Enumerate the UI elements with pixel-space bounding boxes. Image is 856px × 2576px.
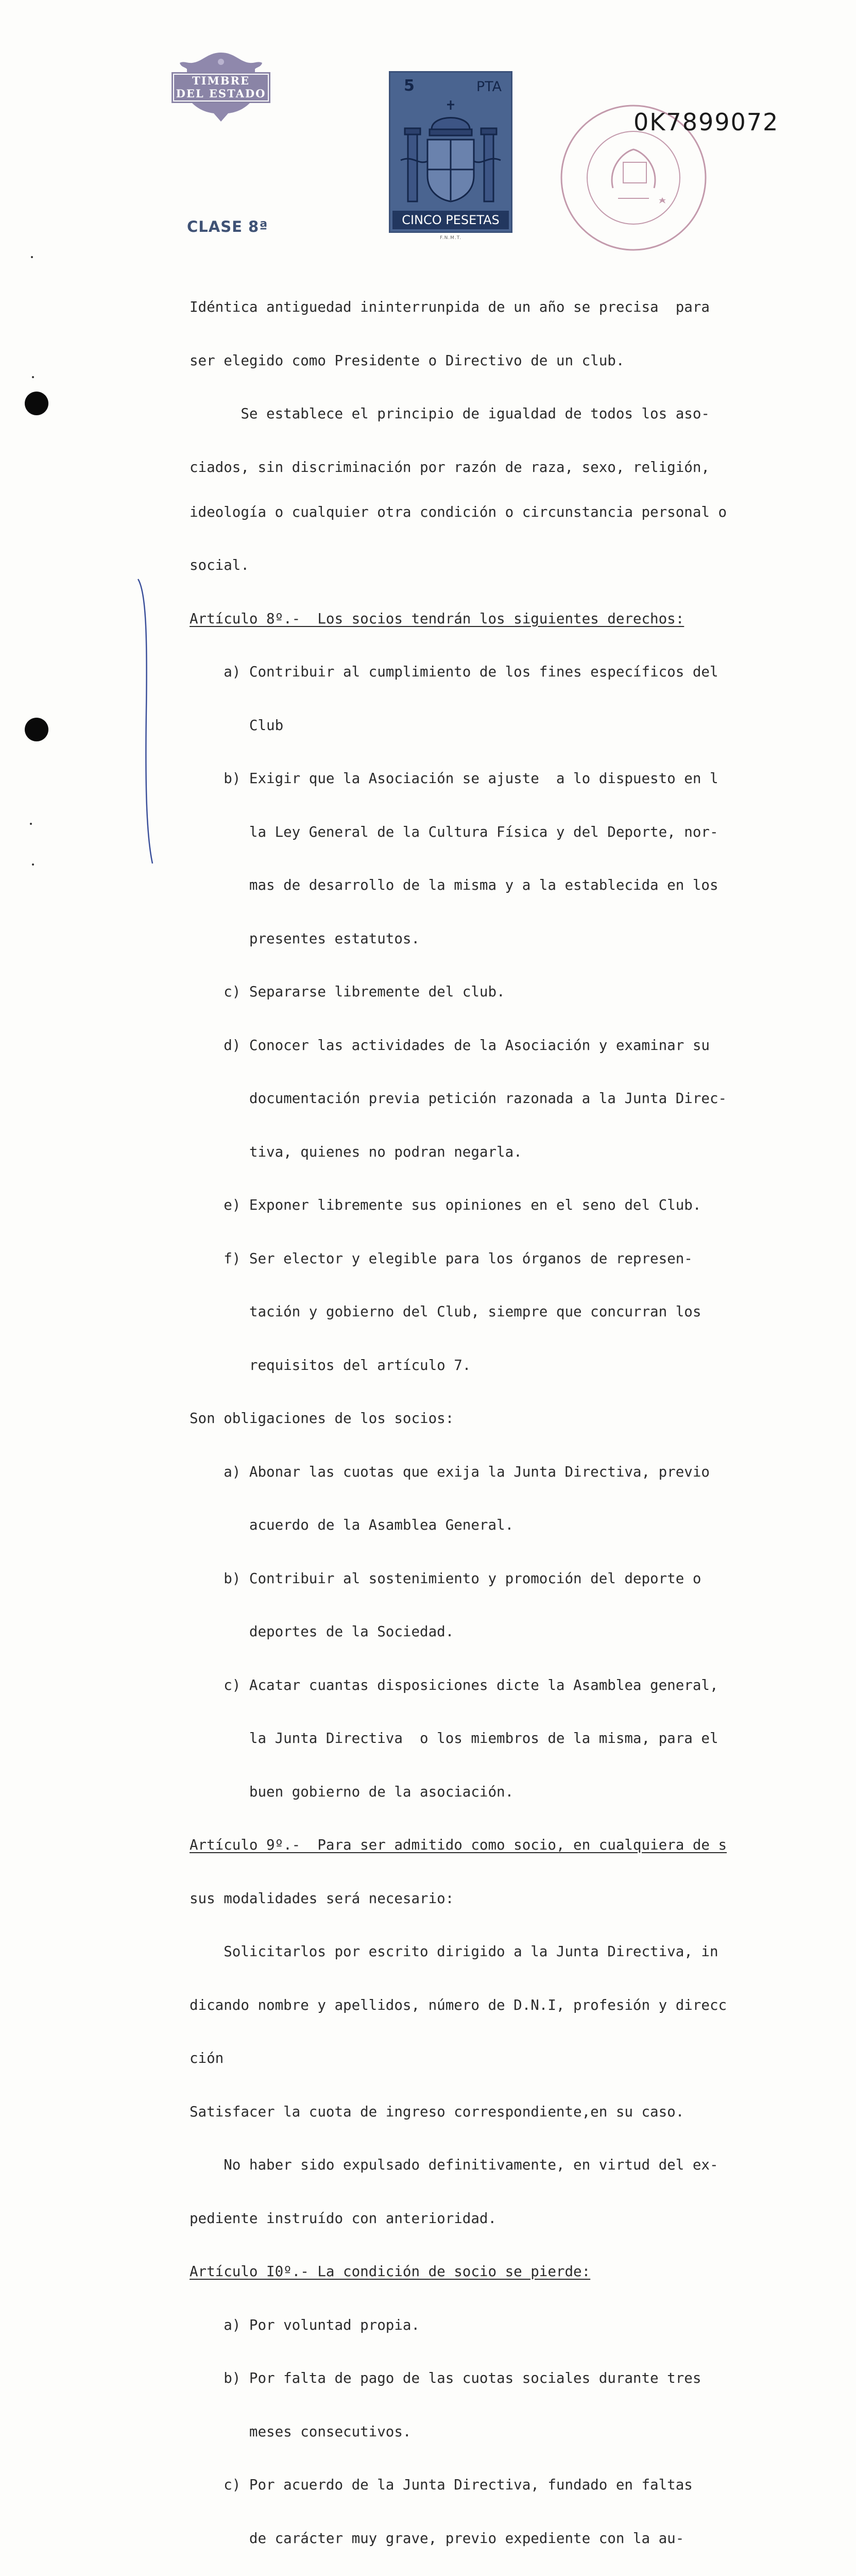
text-line: buen gobierno de la asociación.	[190, 1783, 514, 1800]
text-line: Se establece el principio de igualdad de todos los aso-	[190, 405, 710, 422]
text-line: la Junta Directiva o los miembros de la misma, para el	[190, 1730, 718, 1747]
text-line: a) Contribuir al cumplimiento de los fines específicos del	[190, 664, 718, 680]
article-heading: Artículo I0º.- La condición de socio se pierde:	[190, 2263, 591, 2280]
stamp-unit: PTA	[476, 79, 502, 95]
text-line: deportes de la Sociedad.	[190, 1623, 454, 1640]
text-line: b) Contribuir al sostenimiento y promoción del deporte o	[190, 1570, 701, 1587]
text-line: sus modalidades será necesario:	[190, 1890, 454, 1907]
serial-number: 0K7899072	[634, 108, 779, 136]
stamp-maker: F.N.M.T.	[440, 235, 462, 241]
text-line: Idéntica antiguedad ininterrunpida de un año se precisa para	[190, 299, 710, 315]
text-line: b) Exigir que la Asociación se ajuste a lo dispuesto en l	[190, 770, 718, 787]
timbre-line-1: TIMBRE	[192, 74, 250, 87]
stamp-label: CINCO PESETAS	[392, 211, 509, 229]
punch-hole	[25, 392, 48, 415]
margin-dot	[31, 256, 33, 258]
text-line: Club	[190, 717, 284, 734]
punch-hole	[25, 718, 48, 741]
text-line: a) Por voluntad propia.	[190, 2316, 420, 2333]
text-line: pediente instruído con anterioridad.	[190, 2210, 497, 2227]
text-line: ción	[190, 2050, 224, 2066]
revenue-stamp	[389, 71, 512, 233]
timbre-del-estado-emblem	[172, 52, 270, 123]
text-line: Solicitarlos por escrito dirigido a la Junta Directiva, in	[190, 1943, 718, 1960]
text-line: c) Acatar cuantas disposiciones dicte la Asamblea general,	[190, 1676, 718, 1693]
margin-dot	[30, 823, 32, 825]
clase-label: CLASE 8ª	[187, 218, 268, 235]
text-line: ciados, sin discriminación por razón de raza, sexo, religión,	[190, 459, 710, 476]
text-line: c) Por acuerdo de la Junta Directiva, fundado en faltas	[190, 2477, 693, 2493]
text-line: ser elegido como Presidente o Directivo de un club.	[190, 352, 625, 369]
text-line: social.	[190, 557, 249, 573]
text-line: dicando nombre y apellidos, número de D.N.I, profesión y direcc	[190, 1996, 727, 2013]
text-line: e) Exponer libremente sus opiniones en el seno del Club.	[190, 1197, 701, 1213]
text-line: la Ley General de la Cultura Física y del Deporte, nor-	[190, 823, 718, 840]
text-line: mas de desarrollo de la misma y a la establecida en los	[190, 877, 718, 893]
article-heading: Artículo 8º.- Los socios tendrán los siguientes derechos:	[190, 610, 684, 627]
text-line: meses consecutivos.	[190, 2423, 412, 2440]
text-line: acuerdo de la Asamblea General.	[190, 1517, 514, 1533]
text-line: de carácter muy grave, previo expediente con la au-	[190, 2530, 684, 2547]
text-line: Satisfacer la cuota de ingreso correspondiente,en su caso.	[190, 2103, 684, 2120]
text-line: tación y gobierno del Club, siempre que concurran los	[190, 1303, 701, 1320]
text-line: f) Ser elector y elegible para los órganos de represen-	[190, 1250, 693, 1267]
text-line: tiva, quienes no podran negarla.	[190, 1143, 522, 1160]
text-line: requisitos del artículo 7.	[190, 1357, 471, 1374]
coat-of-arms-icon	[398, 98, 504, 207]
document-body	[190, 263, 751, 2576]
text-line: presentes estatutos.	[190, 930, 420, 947]
article-heading: Artículo 9º.- Para ser admitido como socio, en cualquiera de s	[190, 1837, 727, 1853]
margin-dot	[32, 863, 34, 866]
pen-mark-line	[135, 577, 156, 866]
text-line: ideología o cualquier otra condición o circunstancia personal o	[190, 503, 727, 520]
margin-dot	[32, 376, 34, 378]
stamp-value: 5	[404, 77, 415, 95]
text-line: documentación previa petición razonada a la Junta Direc-	[190, 1090, 727, 1107]
text-line: a) Abonar las cuotas que exija la Junta Directiva, previo	[190, 1463, 710, 1480]
text-line: b) Por falta de pago de las cuotas sociales durante tres	[190, 2370, 701, 2386]
timbre-line-2: DEL ESTADO	[176, 87, 266, 100]
text-line: Son obligaciones de los socios:	[190, 1410, 454, 1427]
text-line: c) Separarse libremente del club.	[190, 984, 505, 1000]
text-line: d) Conocer las actividades de la Asociación y examinar su	[190, 1037, 710, 1054]
text-line: No haber sido expulsado definitivamente, en virtud del ex-	[190, 2157, 718, 2173]
